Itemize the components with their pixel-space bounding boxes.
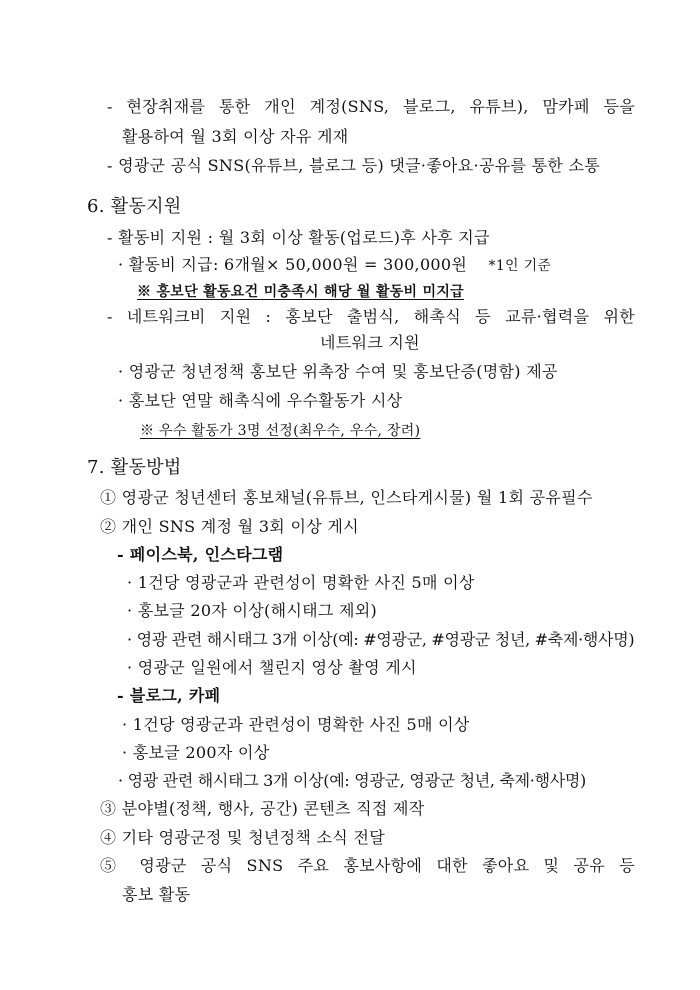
method-item-5: ⑤ 영광군 공식 SNS 주요 홍보사항에 대한 좋아요 및 공유 등 — [100, 856, 635, 875]
method-item-1: ① 영광군 청년센터 홍보채널(유튜브, 인스타게시물) 월 1회 공유필수 — [100, 488, 593, 507]
section6-heading: 6. 활동지원 — [87, 196, 182, 217]
official-sns-line: - 영광군 공식 SNS(유튜브, 블로그 등) 댓글·좋아요·공유를 통한 소통 — [107, 156, 601, 175]
activity-fee-note: ※ 홍보단 활동요건 미충족시 해당 월 활동비 미지급 — [137, 284, 464, 300]
blog-cafe-heading: - 블로그, 카페 — [117, 686, 221, 705]
award-note: ※ 우수 활동가 3명 선정(최우수, 우수, 장려) — [140, 423, 421, 439]
section7-heading: 7. 활동방법 — [87, 457, 182, 478]
certificate-line: · 영광군 청년정책 홍보단 위촉장 수여 및 홍보단증(명함) 제공 — [118, 362, 558, 381]
facebook-instagram-heading: - 페이스북, 인스타그램 — [117, 545, 284, 564]
method-item-4: ④ 기타 영광군정 및 청년정책 소식 전달 — [100, 828, 385, 847]
activity-fee-calc: · 활동비 지급: 6개월× 50,000원 = 300,000원 — [118, 255, 468, 274]
award-line: · 홍보단 연말 해촉식에 우수활동가 시상 — [118, 391, 403, 410]
fb-item: · 홍보글 20자 이상(해시태그 제외) — [127, 601, 378, 620]
network-fee-line: - 네트워크비 지원 : 홍보단 출범식, 해촉식 등 교류·협력을 위한 — [107, 307, 635, 326]
activity-fee-basis: *1인 기준 — [488, 258, 552, 274]
method-item-2: ② 개인 SNS 계정 월 3회 이상 게시 — [100, 517, 359, 536]
fb-item: · 1건당 영광군과 관련성이 명확한 사진 5매 이상 — [127, 573, 475, 592]
method-item-3: ③ 분야별(정책, 행사, 공간) 콘텐츠 직접 제작 — [100, 799, 425, 818]
fb-item: · 영광 관련 해시태그 3개 이상(예: #영광군, #영광군 청년, #축제·행사명) — [127, 630, 635, 649]
sns-posting-line: - 현장취재를 통한 개인 계정(SNS, 블로그, 유튜브), 맘카페 등을 — [107, 97, 635, 116]
network-fee-line-cont: 네트워크 지원 — [320, 333, 420, 352]
blog-item: · 1건당 영광군과 관련성이 명확한 사진 5매 이상 — [122, 715, 470, 734]
method-item-5-cont: 홍보 활동 — [122, 885, 191, 904]
blog-item: · 홍보글 200자 이상 — [122, 743, 270, 762]
activity-fee-line: - 활동비 지원 : 월 3회 이상 활동(업로드)후 사후 지급 — [107, 228, 490, 247]
fb-item: · 영광군 일원에서 챌린지 영상 촬영 게시 — [127, 658, 417, 677]
sns-posting-line-cont: 활용하여 월 3회 이상 자유 게재 — [122, 127, 349, 146]
activity-fee-detail — [118, 255, 551, 276]
blog-item: · 영광 관련 해시태그 3개 이상(예: 영광군, 영광군 청년, 축제·행사명) — [118, 771, 586, 790]
